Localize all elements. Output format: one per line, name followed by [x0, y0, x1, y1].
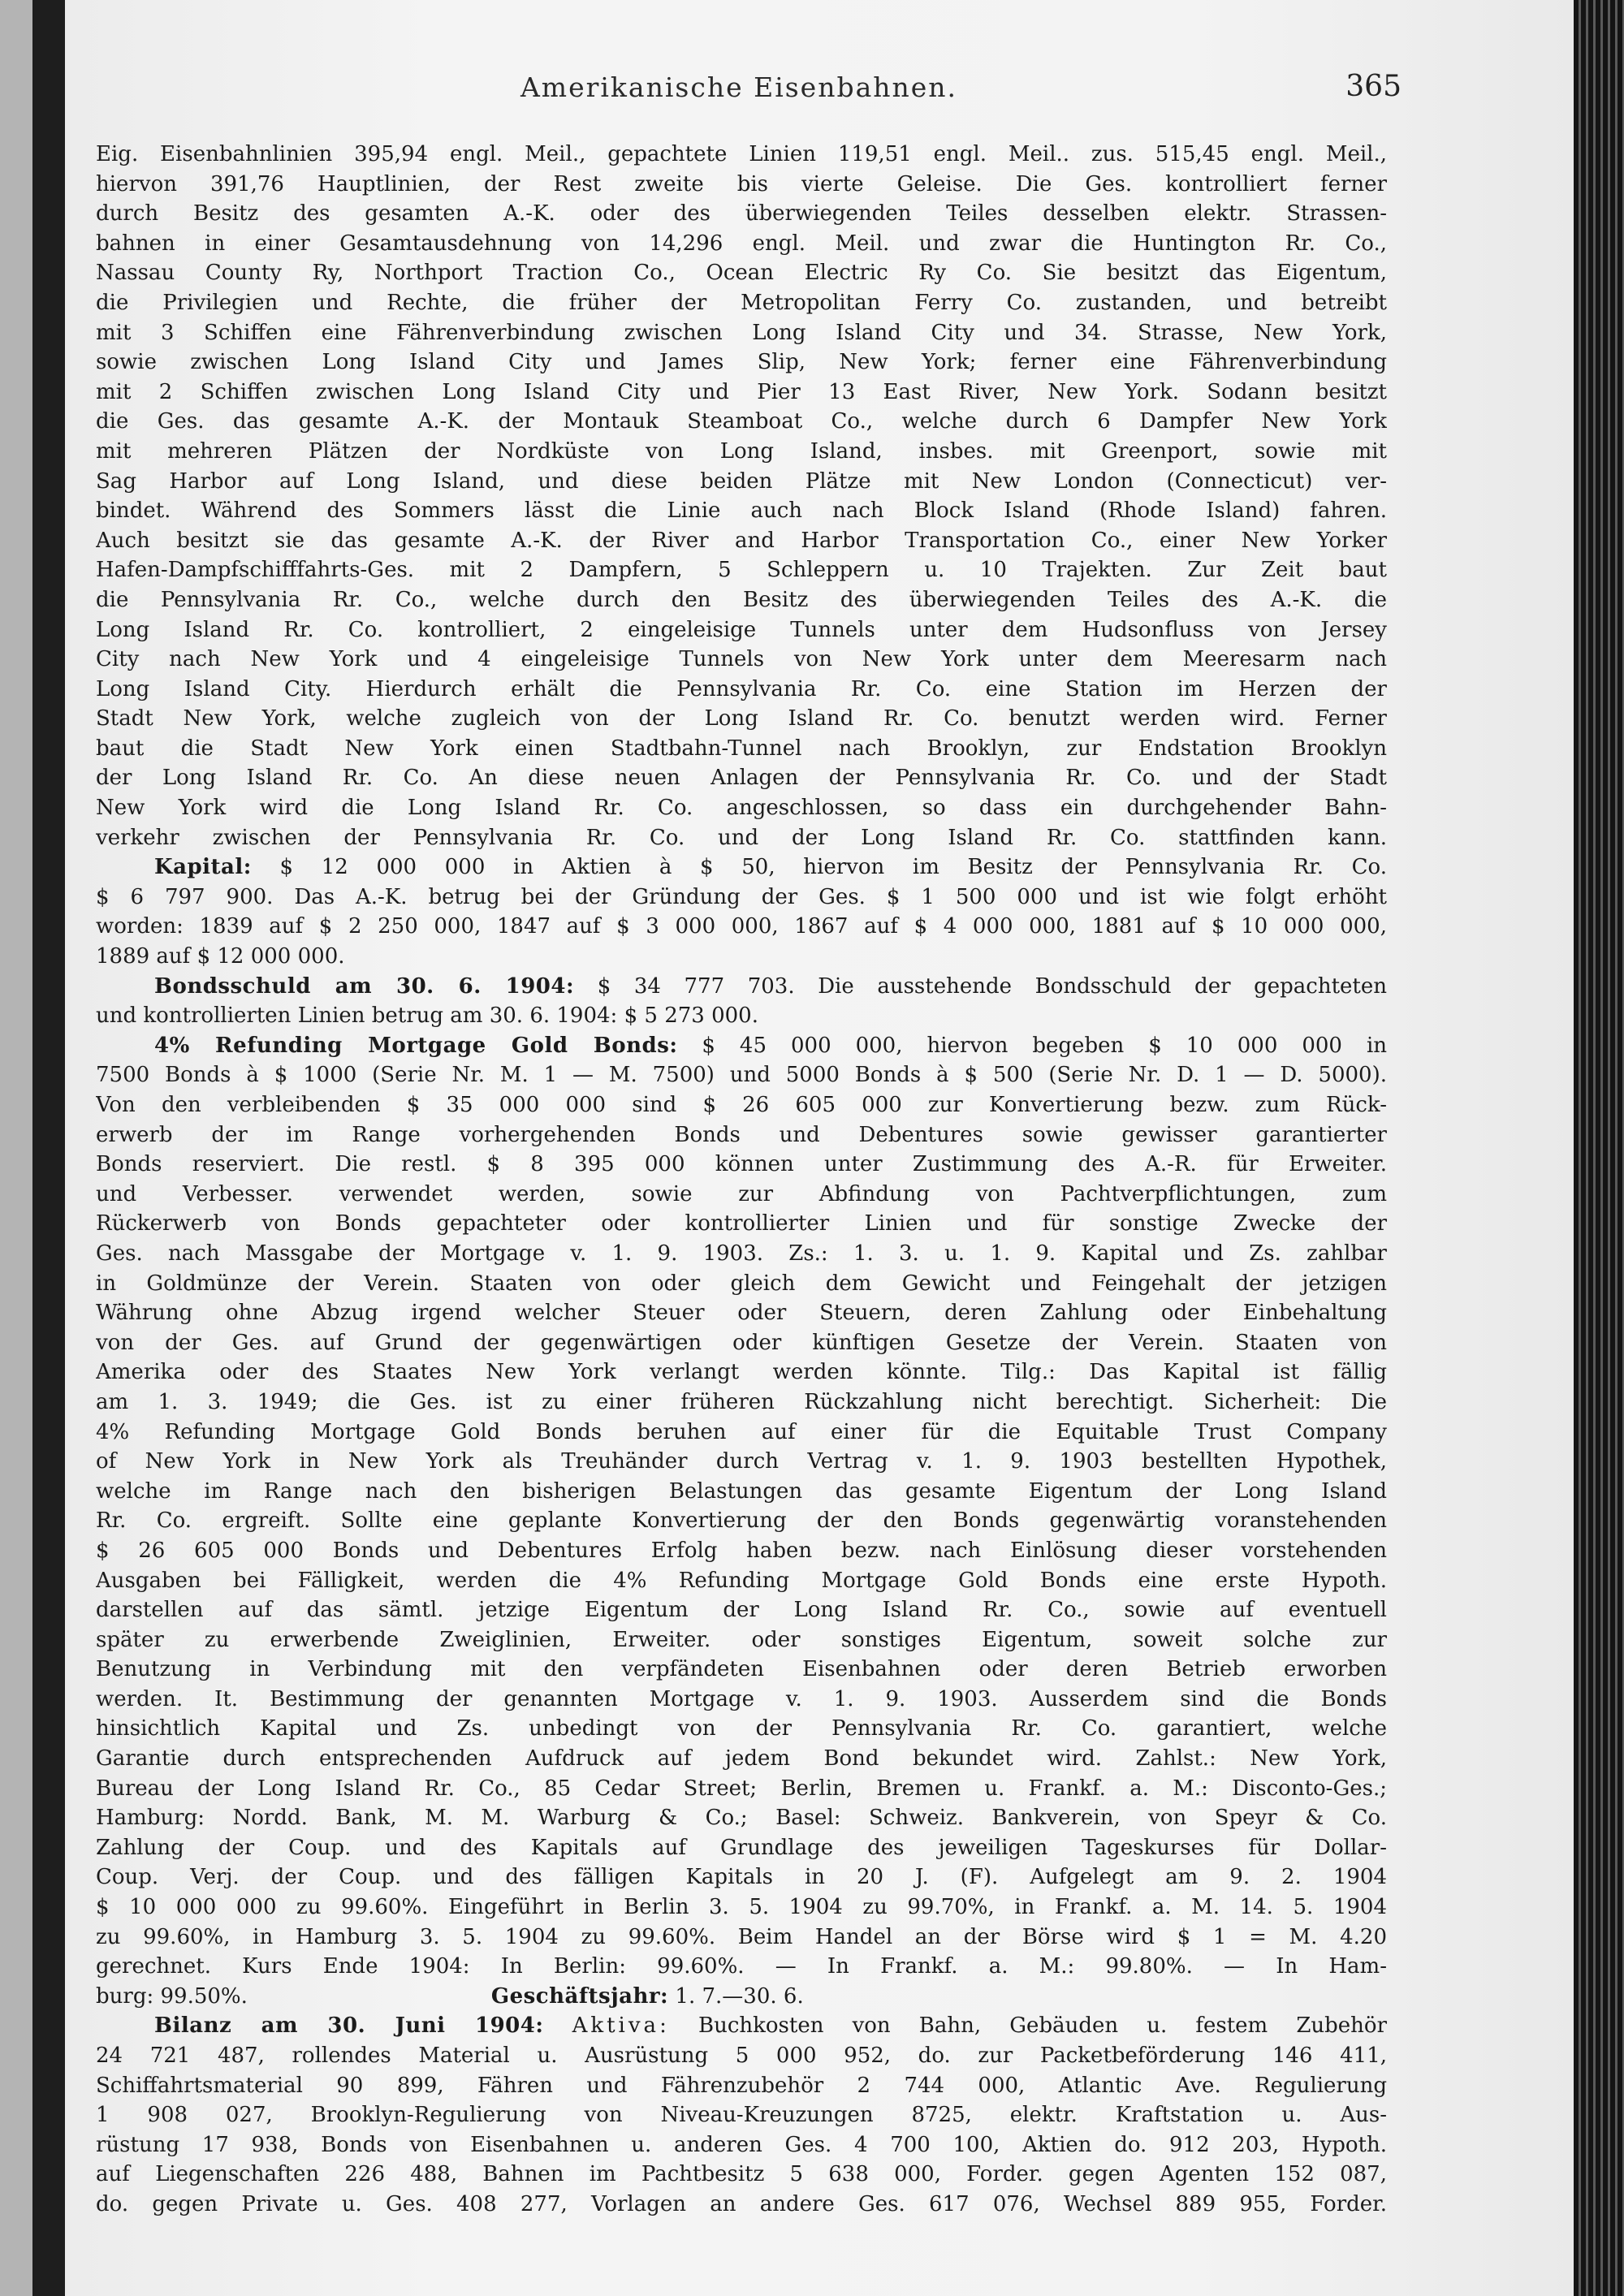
- text-line: [96, 1625, 1387, 1655]
- text-line: [96, 883, 1387, 913]
- text-line: [96, 1357, 1387, 1388]
- text-line: [96, 1060, 1387, 1090]
- text-line: [96, 437, 1387, 467]
- line-text: $ 12 000 000 in Aktien à $ 50, hiervon im Besitz der Pennsylvania Rr. Co.: [279, 855, 1387, 880]
- text-line: [96, 2130, 1387, 2160]
- line-text: 1. 7.—30. 6.: [675, 1983, 804, 2009]
- line-text: New York wird die Long Island Rr. Co. angeschlossen, so dass ein durchgehender Bahn-: [96, 796, 1387, 821]
- section-heading: Kapital:: [154, 855, 252, 880]
- page-header: [89, 70, 1402, 112]
- line-text: baut die Stadt New York einen Stadtbahn-Tunnel nach Brooklyn, zur Endstation Brooklyn: [96, 736, 1387, 761]
- text-line: [96, 2071, 1387, 2101]
- text-line: [96, 526, 1387, 556]
- line-text: Hafen-Dampfschifffahrts-Ges. mit 2 Dampfern, 5 Schleppern u. 10 Trajekten. Zur Zeit baut: [96, 558, 1387, 583]
- line-text: 1 908 027, Brooklyn-Regulierung von Niveau-Kreuzungen 8725, elektr. Kraftstation u. Aus-: [96, 2103, 1387, 2128]
- line-text: von der Ges. auf Grund der gegenwärtigen oder künftigen Gesetze der Verein. Staaten von: [96, 1330, 1387, 1355]
- text-line: [96, 1209, 1387, 1239]
- line-text: Rr. Co. ergreift. Sollte eine geplante Konvertierung der den Bonds gegenwärtig voranstehenden: [96, 1508, 1387, 1534]
- text-line: [96, 1774, 1387, 1804]
- text-line: [96, 1001, 1387, 1031]
- line-text: Nassau County Ry, Northport Traction Co., Ocean Electric Ry Co. Sie besitzt das Eigentum,: [96, 261, 1387, 286]
- line-text: auf Liegenschaften 226 488, Bahnen im Pachtbesitz 5 638 000, Forder. gegen Agenten 152 087,: [96, 2162, 1387, 2187]
- text-line: [96, 1685, 1387, 1715]
- line-text: Zahlung der Coup. und des Kapitals auf Grundlage des jeweiligen Tageskurses für Dollar-: [96, 1835, 1387, 1860]
- line-text: of New York in New York als Treuhänder durch Vertrag v. 1. 9. 1903 bestellten Hypothek,: [96, 1449, 1387, 1474]
- line-text: mit 2 Schiffen zwischen Long Island City und Pier 13 East River, New York. Sodann besitzt: [96, 379, 1387, 404]
- text-line: [96, 675, 1387, 705]
- line-text: durch Besitz des gesamten A.-K. oder des überwiegenden Teiles desselben elektr. Strassen-: [96, 201, 1387, 227]
- text-line: [96, 2041, 1387, 2071]
- text-line: [96, 1269, 1387, 1299]
- text-line: [96, 1714, 1387, 1744]
- text-line: [96, 1536, 1387, 1566]
- document-body: [96, 140, 1387, 2220]
- line-text: Bonds reserviert. Die restl. $ 8 395 000 können unter Zustimmung des A.-R. für Erweiter.: [96, 1152, 1387, 1177]
- text-line: [96, 1566, 1387, 1596]
- text-line: [96, 1833, 1387, 1863]
- line-text: Long Island Rr. Co. kontrolliert, 2 eingeleisige Tunnels unter dem Hudsonfluss von Jersey: [96, 617, 1387, 642]
- line-text: welche im Range nach den bisherigen Belastungen das gesamte Eigentum der Long Island: [96, 1478, 1387, 1504]
- text-line: [96, 1655, 1387, 1685]
- line-text: 4% Refunding Mortgage Gold Bonds beruhen auf einer für die Equitable Trust Company: [96, 1419, 1387, 1444]
- text-line: [96, 763, 1387, 793]
- line-text: erwerb der im Range vorhergehenden Bonds und Debentures sowie gewisser garantierter: [96, 1122, 1387, 1147]
- line-text: bindet. Während des Sommers lässt die Linie auch nach Block Island (Rhode Island) fahren.: [96, 498, 1387, 524]
- text-line: [96, 1892, 1387, 1923]
- line-text: hinsichtlich Kapital und Zs. unbedingt von der Pennsylvania Rr. Co. garantiert, welche: [96, 1716, 1387, 1741]
- line-text: Garantie durch entsprechenden Aufdruck auf jedem Bond bekundet wird. Zahlst.: New York,: [96, 1746, 1387, 1772]
- running-head: Amerikanische Eisenbahnen.: [520, 71, 958, 103]
- line-text: werden. It. Bestimmung der genannten Mortgage v. 1. 9. 1903. Ausserdem sind die Bonds: [96, 1686, 1387, 1711]
- text-line: [96, 823, 1387, 853]
- line-text: mit 3 Schiffen eine Fährenverbindung zwischen Long Island City und 34. Strasse, New York,: [96, 320, 1387, 345]
- text-line: [96, 734, 1387, 764]
- text-line: [96, 1477, 1387, 1507]
- text-line: [96, 912, 1387, 942]
- line-text: in Goldmünze der Verein. Staaten von oder gleich dem Gewicht und Feingehalt der jetzigen: [96, 1271, 1387, 1296]
- line-text: rüstung 17 938, Bonds von Eisenbahnen u. anderen Ges. 4 700 100, Aktien do. 912 203, Hypoth.: [96, 2132, 1387, 2157]
- text-line: [96, 378, 1387, 408]
- text-line: [96, 793, 1387, 823]
- text-line: [96, 467, 1387, 497]
- line-text: und kontrollierten Linien betrug am 30. 6. 1904: $ 5 273 000.: [96, 1003, 758, 1029]
- text-line: [96, 288, 1387, 318]
- book-edge-right: [1574, 0, 1624, 2296]
- section-heading: Geschäftsjahr:: [490, 1983, 669, 2009]
- section-heading: 4% Refunding Mortgage Gold Bonds:: [154, 1033, 678, 1058]
- line-text: Währung ohne Abzug irgend welcher Steuer oder Steuern, deren Zahlung oder Einbehaltung: [96, 1301, 1387, 1326]
- text-line: [96, 972, 1387, 1002]
- line-text: City nach New York und 4 eingeleisige Tunnels von New York unter dem Meeresarm nach: [96, 647, 1387, 672]
- line-text: sowie zwischen Long Island City und James Slip, New York; ferner eine Fährenverbindung: [96, 350, 1387, 375]
- line-text: $ 45 000 000, hiervon begeben $ 10 000 000 in: [702, 1033, 1387, 1058]
- line-text: Auch besitzt sie das gesamte A.-K. der River and Harbor Transportation Co., einer New Yorker: [96, 528, 1387, 553]
- text-line: [96, 615, 1387, 645]
- line-text: Schiffahrtsmaterial 90 899, Fähren und Fährenzubehör 2 744 000, Atlantic Ave. Regulierung: [96, 2073, 1387, 2098]
- line-text: Rückerwerb von Bonds gepachteter oder kontrollierter Linien und für sonstige Zwecke der: [96, 1211, 1387, 1236]
- section-heading: Bilanz am 30. Juni 1904:: [154, 2013, 544, 2039]
- spaced-label: Aktiva:: [572, 2013, 670, 2039]
- text-line: [96, 199, 1387, 229]
- line-text: und Verbesser. verwendet werden, sowie zur Abfindung von Pachtverpflichtungen, zum: [96, 1181, 1387, 1206]
- text-line: [96, 1180, 1387, 1210]
- line-text: Sag Harbor auf Long Island, und diese beiden Plätze mit New London (Connecticut) ver-: [96, 468, 1387, 494]
- text-line: [96, 1803, 1387, 1833]
- line-text: Eig. Eisenbahnlinien 395,94 engl. Meil., gepachtete Linien 119,51 engl. Meil.. zus. 515,45 engl. Meil.,: [96, 142, 1387, 166]
- line-text: Ausgaben bei Fälligkeit, werden die 4% Refunding Mortgage Gold Bonds eine erste Hypoth.: [96, 1568, 1387, 1593]
- text-line: [96, 170, 1387, 200]
- text-line: [96, 1298, 1387, 1328]
- line-text: bahnen in einer Gesamtausdehnung von 14,296 engl. Meil. und zwar die Huntington Rr. Co.,: [96, 231, 1387, 256]
- line-text: die Privilegien und Rechte, die früher der Metropolitan Ferry Co. zustanden, und betreibt: [96, 290, 1387, 315]
- text-line: [96, 1150, 1387, 1180]
- text-line: [96, 1952, 1387, 1982]
- text-line: [96, 1595, 1387, 1625]
- text-line: [96, 1982, 1387, 2012]
- text-line: [96, 1923, 1387, 1953]
- text-line: [96, 852, 1387, 883]
- scan-shadow-left: [32, 0, 65, 2296]
- section-heading: Bondsschuld am 30. 6. 1904:: [154, 973, 575, 999]
- text-line: [96, 2160, 1387, 2190]
- text-line: [96, 496, 1387, 526]
- line-text: am 1. 3. 1949; die Ges. ist zu einer früheren Rückzahlung nicht berechtigt. Sicherheit: Die: [96, 1389, 1387, 1414]
- line-text: darstellen auf das sämtl. jetzige Eigentum der Long Island Rr. Co., sowie auf eventuell: [96, 1598, 1387, 1623]
- line-text: hiervon 391,76 Hauptlinien, der Rest zweite bis vierte Geleise. Die Ges. kontrolliert ferner: [96, 171, 1387, 196]
- text-line: [96, 1388, 1387, 1418]
- text-line: [96, 1744, 1387, 1774]
- line-text: Hamburg: Nordd. Bank, M. M. Warburg & Co.; Basel: Schweiz. Bankverein, von Speyr & Co.: [96, 1806, 1387, 1831]
- line-text: worden: 1839 auf $ 2 250 000, 1847 auf $ 3 000 000, 1867 auf $ 4 000 000, 1881 auf $ 10 000 000,: [96, 914, 1387, 939]
- text-line: [96, 347, 1387, 378]
- text-line: [96, 1090, 1387, 1120]
- line-text: mit mehreren Plätzen der Nordküste von Long Island, insbes. mit Greenport, sowie mit: [96, 438, 1387, 464]
- text-line: [96, 555, 1387, 585]
- line-text: 7500 Bonds à $ 1000 (Serie Nr. M. 1 — M. 7500) und 5000 Bonds à $ 500 (Serie Nr. D. 1 — D. 5000).: [96, 1063, 1387, 1088]
- line-text: Benutzung in Verbindung mit den verpfändeten Eisenbahnen oder deren Betrieb erworben: [96, 1657, 1387, 1682]
- text-line: [96, 942, 1387, 972]
- text-line: [96, 1031, 1387, 1061]
- line-text: $ 34 777 703. Die ausstehende Bondsschuld der gepachteten: [597, 973, 1387, 999]
- text-line: [96, 2190, 1387, 2220]
- line-text: $ 6 797 900. Das A.-K. betrug bei der Gründung der Ges. $ 1 500 000 und ist wie folgt erhöht: [96, 884, 1387, 909]
- text-line: [96, 1418, 1387, 1448]
- text-line: [96, 704, 1387, 734]
- text-line: [96, 2011, 1387, 2041]
- line-text: Stadt New York, welche zugleich von der Long Island Rr. Co. benutzt werden wird. Ferner: [96, 706, 1387, 732]
- text-line: [96, 1506, 1387, 1536]
- line-text: Von den verbleibenden $ 35 000 000 sind $ 26 605 000 zur Konvertierung bezw. zum Rück-: [96, 1093, 1387, 1117]
- line-text: der Long Island Rr. Co. An diese neuen Anlagen der Pennsylvania Rr. Co. und der Stadt: [96, 766, 1387, 791]
- line-text: die Ges. das gesamte A.-K. der Montauk Steamboat Co., welche durch 6 Dampfer New York: [96, 409, 1387, 434]
- text-line: [96, 1447, 1387, 1477]
- scan-margin-left: [0, 0, 32, 2296]
- text-line: [96, 229, 1387, 259]
- line-text: Buchkosten von Bahn, Gebäuden u. festem Zubehör: [698, 2013, 1387, 2039]
- line-text: die Pennsylvania Rr. Co., welche durch den Besitz des überwiegenden Teiles des A.-K. die: [96, 587, 1387, 612]
- line-text: Coup. Verj. der Coup. und des fälligen Kapitals in 20 J. (F). Aufgelegt am 9. 2. 1904: [96, 1865, 1387, 1890]
- text-line: [96, 2100, 1387, 2130]
- line-text: burg: 99.50%.: [96, 1983, 248, 2009]
- line-text: Amerika oder des Staates New York verlangt werden könnte. Tilg.: Das Kapital ist fällig: [96, 1360, 1387, 1385]
- line-text: 24 721 487, rollendes Material u. Ausrüstung 5 000 952, do. zur Packetbeförderung 146 411,: [96, 2044, 1387, 2068]
- line-text: Bureau der Long Island Rr. Co., 85 Cedar Street; Berlin, Bremen u. Frankf. a. M.: Disconto-Ges.;: [96, 1776, 1387, 1801]
- text-line: [96, 258, 1387, 288]
- text-line: [96, 1239, 1387, 1269]
- text-line: [96, 1862, 1387, 1892]
- line-text: $ 26 605 000 Bonds und Debentures Erfolg haben bezw. nach Einlösung dieser vorstehenden: [96, 1538, 1387, 1563]
- line-text: zu 99.60%, in Hamburg 3. 5. 1904 zu 99.60%. Beim Handel an der Börse wird $ 1 = M. 4.20: [96, 1924, 1387, 1949]
- line-text: verkehr zwischen der Pennsylvania Rr. Co. und der Long Island Rr. Co. stattfinden kann.: [96, 825, 1387, 850]
- text-line: [96, 318, 1387, 348]
- line-text: gerechnet. Kurs Ende 1904: In Berlin: 99.60%. — In Frankf. a. M.: 99.80%. — In Ham-: [96, 1954, 1387, 1979]
- text-line: [96, 407, 1387, 437]
- text-line: [96, 1120, 1387, 1150]
- text-line: [96, 585, 1387, 615]
- line-text: später zu erwerbende Zweiglinien, Erweiter. oder sonstiges Eigentum, soweit solche zur: [96, 1627, 1387, 1652]
- line-text: 1889 auf $ 12 000 000.: [96, 944, 345, 969]
- text-line: [96, 1328, 1387, 1358]
- line-text: do. gegen Private u. Ges. 408 277, Vorlagen an andere Ges. 617 076, Wechsel 889 955, Forder.: [96, 2191, 1387, 2216]
- text-line: [96, 645, 1387, 675]
- line-text: Long Island City. Hierdurch erhält die Pennsylvania Rr. Co. eine Station im Herzen der: [96, 676, 1387, 701]
- text-line: [96, 140, 1387, 170]
- line-text: $ 10 000 000 zu 99.60%. Eingeführt in Berlin 3. 5. 1904 zu 99.70%, in Frankf. a. M. 14. 5. 1904: [96, 1895, 1387, 1920]
- line-text: Ges. nach Massgabe der Mortgage v. 1. 9. 1903. Zs.: 1. 3. u. 1. 9. Kapital und Zs. zahlbar: [96, 1241, 1387, 1266]
- page-number: 365: [1345, 70, 1402, 103]
